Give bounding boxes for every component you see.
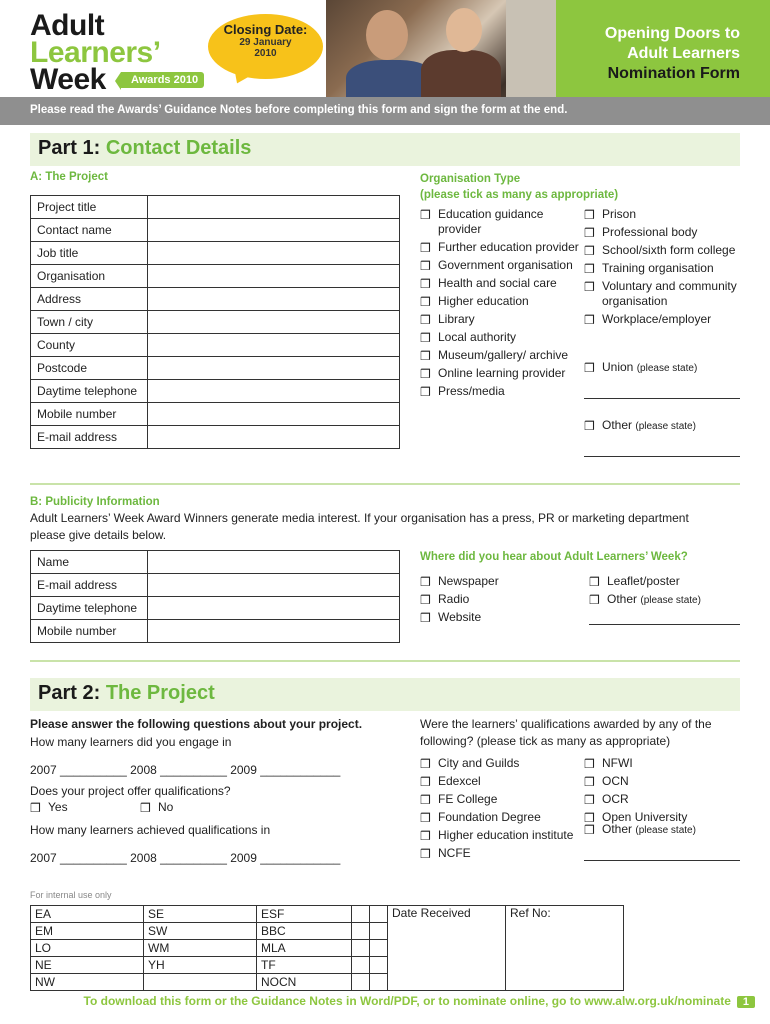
- org-other-option: [584, 418, 744, 437]
- qual-option[interactable]: ❒ FE College: [420, 792, 498, 807]
- internal-cell[interactable]: [144, 974, 257, 991]
- ref-no-cell[interactable]: Ref No:: [506, 906, 624, 991]
- internal-cell[interactable]: [352, 923, 370, 940]
- checkbox-icon[interactable]: ❒: [420, 811, 431, 825]
- project-field-row: [31, 311, 400, 334]
- part1-number: Part 1:: [38, 137, 101, 159]
- checkbox-icon[interactable]: ❒: [584, 793, 595, 807]
- field-label: Mobile number: [31, 403, 148, 426]
- org-option[interactable]: ❒ Higher education: [420, 294, 529, 309]
- org-type-title: Organisation Type: [420, 173, 521, 185]
- qual-option[interactable]: ❒ Open University: [584, 810, 688, 825]
- org-type-subtitle: (please tick as many as appropriate): [420, 189, 619, 201]
- field-input[interactable]: [148, 426, 400, 449]
- field-label: Name: [31, 551, 148, 574]
- internal-cell[interactable]: [370, 906, 388, 923]
- org-option[interactable]: ❒ Health and social care: [420, 276, 557, 291]
- awards-badge: Awards 2010: [121, 72, 204, 88]
- hear-option[interactable]: ❒ Leaflet/poster: [589, 574, 680, 589]
- closing-date-bubble: [208, 14, 323, 79]
- project-label: A: The Project: [30, 171, 108, 183]
- field-label: Postcode: [31, 357, 148, 380]
- date-received-cell[interactable]: Date Received: [388, 906, 506, 991]
- qual-option[interactable]: ❒ City and Guilds: [420, 756, 520, 771]
- internal-cell[interactable]: LO: [31, 940, 144, 957]
- checkbox-icon[interactable]: ❒: [420, 385, 431, 399]
- closing-date-year: 2010: [254, 48, 277, 59]
- org-option[interactable]: ❒ Education guidance provider: [420, 207, 544, 236]
- internal-cell[interactable]: SW: [144, 923, 257, 940]
- checkbox-icon[interactable]: ❒: [584, 313, 595, 327]
- part2-intro: Please answer the following questions about your project.: [30, 717, 363, 731]
- field-input[interactable]: [148, 265, 400, 288]
- org-option[interactable]: ❒ Museum/gallery/ archive: [420, 348, 569, 363]
- checkbox-icon[interactable]: ❒: [420, 277, 431, 291]
- checkbox-icon[interactable]: ❒: [420, 593, 431, 607]
- other-state-line[interactable]: [584, 456, 740, 457]
- field-label: E-mail address: [31, 426, 148, 449]
- qual-option[interactable]: ❒ NCFE: [420, 846, 471, 861]
- field-input[interactable]: [148, 334, 400, 357]
- field-input[interactable]: [148, 551, 400, 574]
- part2-number: Part 2:: [38, 682, 101, 704]
- footer-link-text[interactable]: To download this form or the Guidance Notes in Word/PDF, or to nominate online, go to www.alw.org.uk/nominate: [83, 994, 731, 1008]
- checkbox-icon[interactable]: ❒: [584, 361, 595, 375]
- q-learners-engaged: How many learners did you engage in: [30, 735, 232, 749]
- field-input[interactable]: [148, 311, 400, 334]
- project-field-row: [31, 288, 400, 311]
- internal-use-label: For internal use only: [30, 890, 112, 900]
- hear-option[interactable]: ❒ Radio: [420, 592, 470, 607]
- field-input[interactable]: [148, 357, 400, 380]
- publicity-field-row: [31, 551, 400, 574]
- field-label: Town / city: [31, 311, 148, 334]
- checkbox-icon[interactable]: ❒: [30, 801, 41, 815]
- checkbox-icon[interactable]: ❒: [420, 575, 431, 589]
- publicity-title: B: Publicity Information: [30, 496, 160, 508]
- checkbox-icon[interactable]: ❒: [584, 823, 595, 837]
- checkbox-icon[interactable]: ❒: [584, 262, 595, 276]
- hear-other-option: [589, 592, 749, 611]
- field-input[interactable]: [148, 288, 400, 311]
- hear-list-1: [420, 574, 580, 628]
- project-field-row: [31, 196, 400, 219]
- qual-list-1: [420, 756, 580, 864]
- org-type-list-1: [420, 207, 580, 402]
- internal-cell[interactable]: NE: [31, 957, 144, 974]
- qual-other-line[interactable]: [584, 860, 740, 861]
- org-type-list-2: [584, 207, 744, 330]
- field-input[interactable]: [148, 219, 400, 242]
- checkbox-icon[interactable]: ❒: [420, 331, 431, 345]
- internal-cell[interactable]: [352, 974, 370, 991]
- checkbox-icon[interactable]: ❒: [584, 280, 595, 294]
- checkbox-icon[interactable]: ❒: [420, 313, 431, 327]
- publicity-text: Adult Learners’ Week Award Winners generate media interest. If your organisation has a press, PR or marketing department please give details below.: [30, 511, 689, 542]
- yes-checkbox[interactable]: ❒ Yes: [30, 800, 68, 815]
- publicity-table: [30, 550, 400, 643]
- part2-title: The Project: [105, 682, 215, 704]
- guidance-bar: Please read the Awards’ Guidance Notes before completing this form and sign the form at the end.: [0, 97, 770, 125]
- org-option[interactable]: ❒ Union (please state): [584, 360, 698, 375]
- closing-date-day: 29 January: [239, 37, 292, 48]
- qual-option[interactable]: ❒ Higher education institute: [420, 828, 574, 843]
- internal-cell[interactable]: [352, 940, 370, 957]
- checkbox-icon[interactable]: ❒: [420, 757, 431, 771]
- part2-heading: [30, 678, 740, 711]
- internal-cell[interactable]: WM: [144, 940, 257, 957]
- hear-option[interactable]: ❒ Website: [420, 610, 482, 625]
- years-achieved-fields[interactable]: 2007 __________ 2008 __________ 2009 ____________: [30, 851, 341, 865]
- checkbox-icon[interactable]: ❒: [420, 349, 431, 363]
- qual-option[interactable]: ❒ OCN: [584, 774, 629, 789]
- checkbox-icon[interactable]: ❒: [420, 367, 431, 381]
- checkbox-icon[interactable]: ❒: [420, 611, 431, 625]
- internal-cell[interactable]: SE: [144, 906, 257, 923]
- org-option[interactable]: ❒ Further education provider: [420, 240, 579, 255]
- q-learners-achieved: How many learners achieved qualifications in: [30, 823, 271, 837]
- yes-option: [30, 800, 68, 818]
- project-field-row: [31, 334, 400, 357]
- checkbox-icon[interactable]: ❒: [589, 593, 600, 607]
- checkbox-icon[interactable]: ❒: [420, 241, 431, 255]
- org-option[interactable]: ❒ Government organisation: [420, 258, 573, 273]
- org-option[interactable]: ❒ Local authority: [420, 330, 517, 345]
- divider: [30, 483, 740, 485]
- qual-option[interactable]: ❒ Foundation Degree: [420, 810, 541, 825]
- header-photo: [326, 0, 556, 97]
- field-label: Daytime telephone: [31, 380, 148, 403]
- logo-line-1: Adult: [30, 9, 105, 42]
- hear-title: Where did you hear about Adult Learners’ Week?: [420, 551, 688, 563]
- hear-option[interactable]: ❒ Other (please state): [589, 592, 701, 607]
- title-line-2: Adult Learners: [627, 45, 740, 62]
- internal-cell[interactable]: NW: [31, 974, 144, 991]
- field-label: Job title: [31, 242, 148, 265]
- project-field-row: [31, 380, 400, 403]
- field-label: Daytime telephone: [31, 597, 148, 620]
- internal-cell[interactable]: [370, 923, 388, 940]
- union-state-line[interactable]: [584, 398, 740, 399]
- org-type-heading: [420, 171, 618, 203]
- closing-date-title: Closing Date:: [223, 22, 308, 37]
- project-field-row: [31, 242, 400, 265]
- field-label: Address: [31, 288, 148, 311]
- checkbox-icon[interactable]: ❒: [584, 244, 595, 258]
- hear-option[interactable]: ❒ Newspaper: [420, 574, 499, 589]
- org-option[interactable]: ❒ Workplace/employer: [584, 312, 712, 327]
- field-label: Organisation: [31, 265, 148, 288]
- qual-other-option: [584, 822, 744, 841]
- no-option: [140, 800, 173, 818]
- field-input[interactable]: [148, 574, 400, 597]
- title-line-1: Opening Doors to: [604, 25, 740, 42]
- org-option[interactable]: ❒ Press/media: [420, 384, 505, 399]
- page-number: 1: [737, 996, 755, 1008]
- field-input[interactable]: [148, 196, 400, 219]
- years-engaged-fields[interactable]: 2007 __________ 2008 __________ 2009 ____________: [30, 763, 341, 777]
- logo-line-2: Learners’: [30, 36, 161, 69]
- internal-row: [31, 906, 624, 923]
- checkbox-icon[interactable]: ❒: [420, 847, 431, 861]
- footer: [30, 994, 755, 1014]
- field-input[interactable]: [148, 242, 400, 265]
- part1-heading: [30, 133, 740, 166]
- org-option[interactable]: ❒ Training organisation: [584, 261, 714, 276]
- field-label: Contact name: [31, 219, 148, 242]
- field-input[interactable]: [148, 597, 400, 620]
- divider: [30, 660, 740, 662]
- internal-cell[interactable]: MLA: [257, 940, 352, 957]
- publicity-field-row: [31, 620, 400, 643]
- org-option[interactable]: ❒ Professional body: [584, 225, 698, 240]
- q-offer-qualifications: Does your project offer qualifications?: [30, 784, 231, 798]
- hear-list-2: [589, 574, 749, 592]
- qual-question: Were the learners’ qualifications awarded by any of the following? (please tick as many as appropriate): [420, 717, 712, 748]
- field-label: Mobile number: [31, 620, 148, 643]
- checkbox-icon[interactable]: ❒: [584, 419, 595, 433]
- qual-list-2: [584, 756, 744, 828]
- project-field-row: [31, 403, 400, 426]
- checkbox-icon[interactable]: ❒: [420, 259, 431, 273]
- checkbox-icon[interactable]: ❒: [584, 811, 595, 825]
- no-checkbox[interactable]: ❒ No: [140, 800, 174, 815]
- checkbox-icon[interactable]: ❒: [584, 757, 595, 771]
- checkbox-icon[interactable]: ❒: [584, 775, 595, 789]
- org-option[interactable]: ❒ School/sixth form college: [584, 243, 736, 258]
- qual-option[interactable]: ❒ Other (please state): [584, 822, 696, 837]
- qual-option[interactable]: ❒ NFWI: [584, 756, 633, 771]
- checkbox-icon[interactable]: ❒: [584, 208, 595, 222]
- publicity-field-row: [31, 597, 400, 620]
- checkbox-icon[interactable]: ❒: [420, 829, 431, 843]
- org-option[interactable]: ❒ Other (please state): [584, 418, 696, 433]
- title-line-3: Nomination Form: [607, 65, 740, 82]
- checkbox-icon[interactable]: ❒: [420, 793, 431, 807]
- hear-other-line[interactable]: [589, 624, 740, 625]
- checkbox-icon[interactable]: ❒: [584, 226, 595, 240]
- checkbox-icon[interactable]: ❒: [589, 575, 600, 589]
- checkbox-icon[interactable]: ❒: [420, 295, 431, 309]
- org-option[interactable]: ❒ Prison: [584, 207, 637, 222]
- project-field-row: [31, 426, 400, 449]
- field-label: County: [31, 334, 148, 357]
- logo-line-3: Week: [30, 63, 106, 96]
- checkbox-icon[interactable]: ❒: [140, 801, 151, 815]
- internal-cell[interactable]: [370, 940, 388, 957]
- field-input[interactable]: [148, 380, 400, 403]
- internal-cell[interactable]: ESF: [257, 906, 352, 923]
- internal-cell[interactable]: YH: [144, 957, 257, 974]
- org-option[interactable]: ❒ Library: [420, 312, 475, 327]
- checkbox-icon[interactable]: ❒: [420, 775, 431, 789]
- internal-cell[interactable]: TF: [257, 957, 352, 974]
- internal-cell[interactable]: EA: [31, 906, 144, 923]
- org-option[interactable]: ❒ Voluntary and community organisation: [584, 279, 737, 308]
- field-input[interactable]: [148, 620, 400, 643]
- field-label: E-mail address: [31, 574, 148, 597]
- internal-use-table: [30, 905, 624, 991]
- internal-cell[interactable]: EM: [31, 923, 144, 940]
- field-input[interactable]: [148, 403, 400, 426]
- internal-cell[interactable]: NOCN: [257, 974, 352, 991]
- publicity-field-row: [31, 574, 400, 597]
- project-field-row: [31, 219, 400, 242]
- internal-cell[interactable]: [352, 906, 370, 923]
- org-union-option: [584, 360, 744, 379]
- form-title: [605, 24, 740, 84]
- project-details-table: [30, 195, 400, 449]
- checkbox-icon[interactable]: ❒: [420, 208, 431, 222]
- internal-cell[interactable]: BBC: [257, 923, 352, 940]
- qual-option[interactable]: ❒ Edexcel: [420, 774, 481, 789]
- qual-option[interactable]: ❒ OCR: [584, 792, 629, 807]
- field-label: Project title: [31, 196, 148, 219]
- part1-title: Contact Details: [105, 137, 252, 159]
- internal-cell[interactable]: [370, 957, 388, 974]
- internal-cell[interactable]: [370, 974, 388, 991]
- project-field-row: [31, 265, 400, 288]
- internal-cell[interactable]: [352, 957, 370, 974]
- page-header: [0, 0, 770, 97]
- project-field-row: [31, 357, 400, 380]
- org-option[interactable]: ❒ Online learning provider: [420, 366, 566, 381]
